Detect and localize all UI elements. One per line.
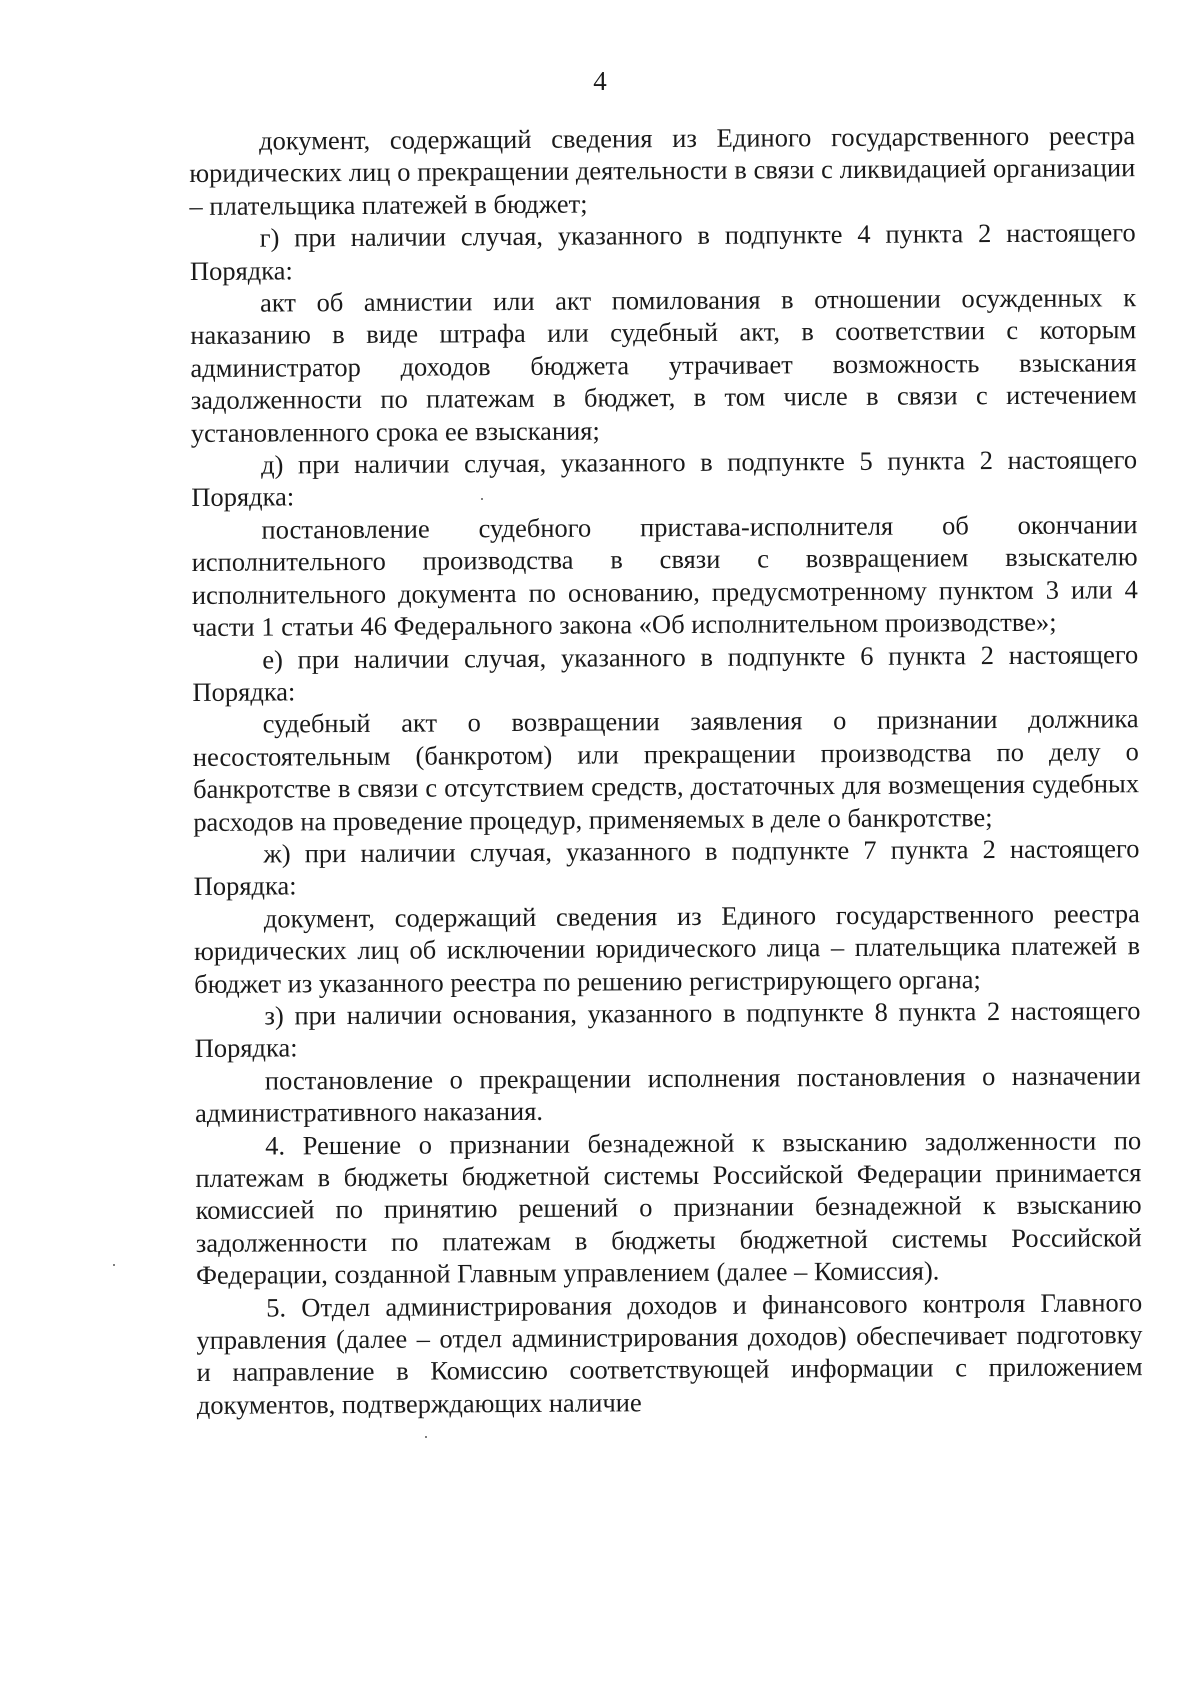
paragraph-amnesty-act: акт об амнистии или акт помилования в отношении осужденных к наказанию в виде штрафа или судебный акт, в соответствии с которым администратор доходов бюджета утрачивает возможность взыскания задолженности по платежам в бюджет, в том числе в связи с истечением установленного срока ее взыскания; xyxy=(190,282,1137,448)
scan-speck xyxy=(113,1264,115,1266)
paragraph-bailiff-resolution: постановление судебного пристава-исполнителя об окончании исполнительного производства в связи с возвращением взыскателю исполнительного документа по основанию, предусмотренному пунктом 3 или 4 части 1 статьи 46 Федерального закона «Об исполнительном производстве»; xyxy=(191,509,1138,643)
paragraph-egrul-exclusion: документ, содержащий сведения из Единого государственного реестра юридических лиц об исключении юридического лица – плательщика платежей в бюджет из указанного реестра по решению регистрирующего органа; xyxy=(193,897,1141,999)
scan-speck xyxy=(425,1436,427,1438)
paragraph-egrul-liquidation: документ, содержащий сведения из Единого государственного реестра юридических лиц о прекращении деятельности в связи с ликвидацией организации – плательщика платежей в бюджет; xyxy=(189,120,1136,221)
paragraph-item-4-commission: 4. Решение о признании безнадежной к взысканию задолженности по платежам в бюджеты бюджетной системы Российской Федерации принимается комиссией по принятию решений о признании безнадежной к взысканию задолженности по платежам в бюджеты бюджетной системы Российской Федерации, созданной Главным управлением (далее – Комиссия). xyxy=(195,1124,1142,1291)
page-number: 4 xyxy=(593,66,607,96)
scan-speck xyxy=(481,498,483,500)
paragraph-item-5-department: 5. Отдел администрирования доходов и финансового контроля Главного управления (далее – отдел администрирования доходов) обеспечивает подготовку и направление в Комиссию соответствующей информации с приложением документов, подтверждающих наличие xyxy=(196,1286,1143,1420)
paragraph-bankruptcy-act: судебный акт о возвращении заявления о признании должника несостоятельным (банкротом) или прекращении производства по делу о банкротстве в связи с отсутствием средств, достаточных для возмещения судебных расходов на проведение процедур, применяемых в деле о банкротстве; xyxy=(192,703,1140,837)
document-body xyxy=(189,119,1143,1421)
paragraph-subitem-z: з) при наличии основания, указанного в подпункте 8 пункта 2 настоящего Порядка: xyxy=(194,995,1141,1064)
paragraph-subitem-d: д) при наличии случая, указанного в подпункте 5 пункта 2 настоящего Порядка: xyxy=(191,444,1138,513)
paragraph-subitem-e: е) при наличии случая, указанного в подпункте 6 пункта 2 настоящего Порядка: xyxy=(192,638,1139,707)
paragraph-subitem-zh: ж) при наличии случая, указанного в подпункте 7 пункта 2 настоящего Порядка: xyxy=(193,833,1140,902)
paragraph-subitem-g: г) при наличии случая, указанного в подпункте 4 пункта 2 настоящего Порядка: xyxy=(189,217,1136,286)
paragraph-termination-resolution: постановление о прекращении исполнения постановления о назначении административного наказания. xyxy=(194,1059,1141,1129)
